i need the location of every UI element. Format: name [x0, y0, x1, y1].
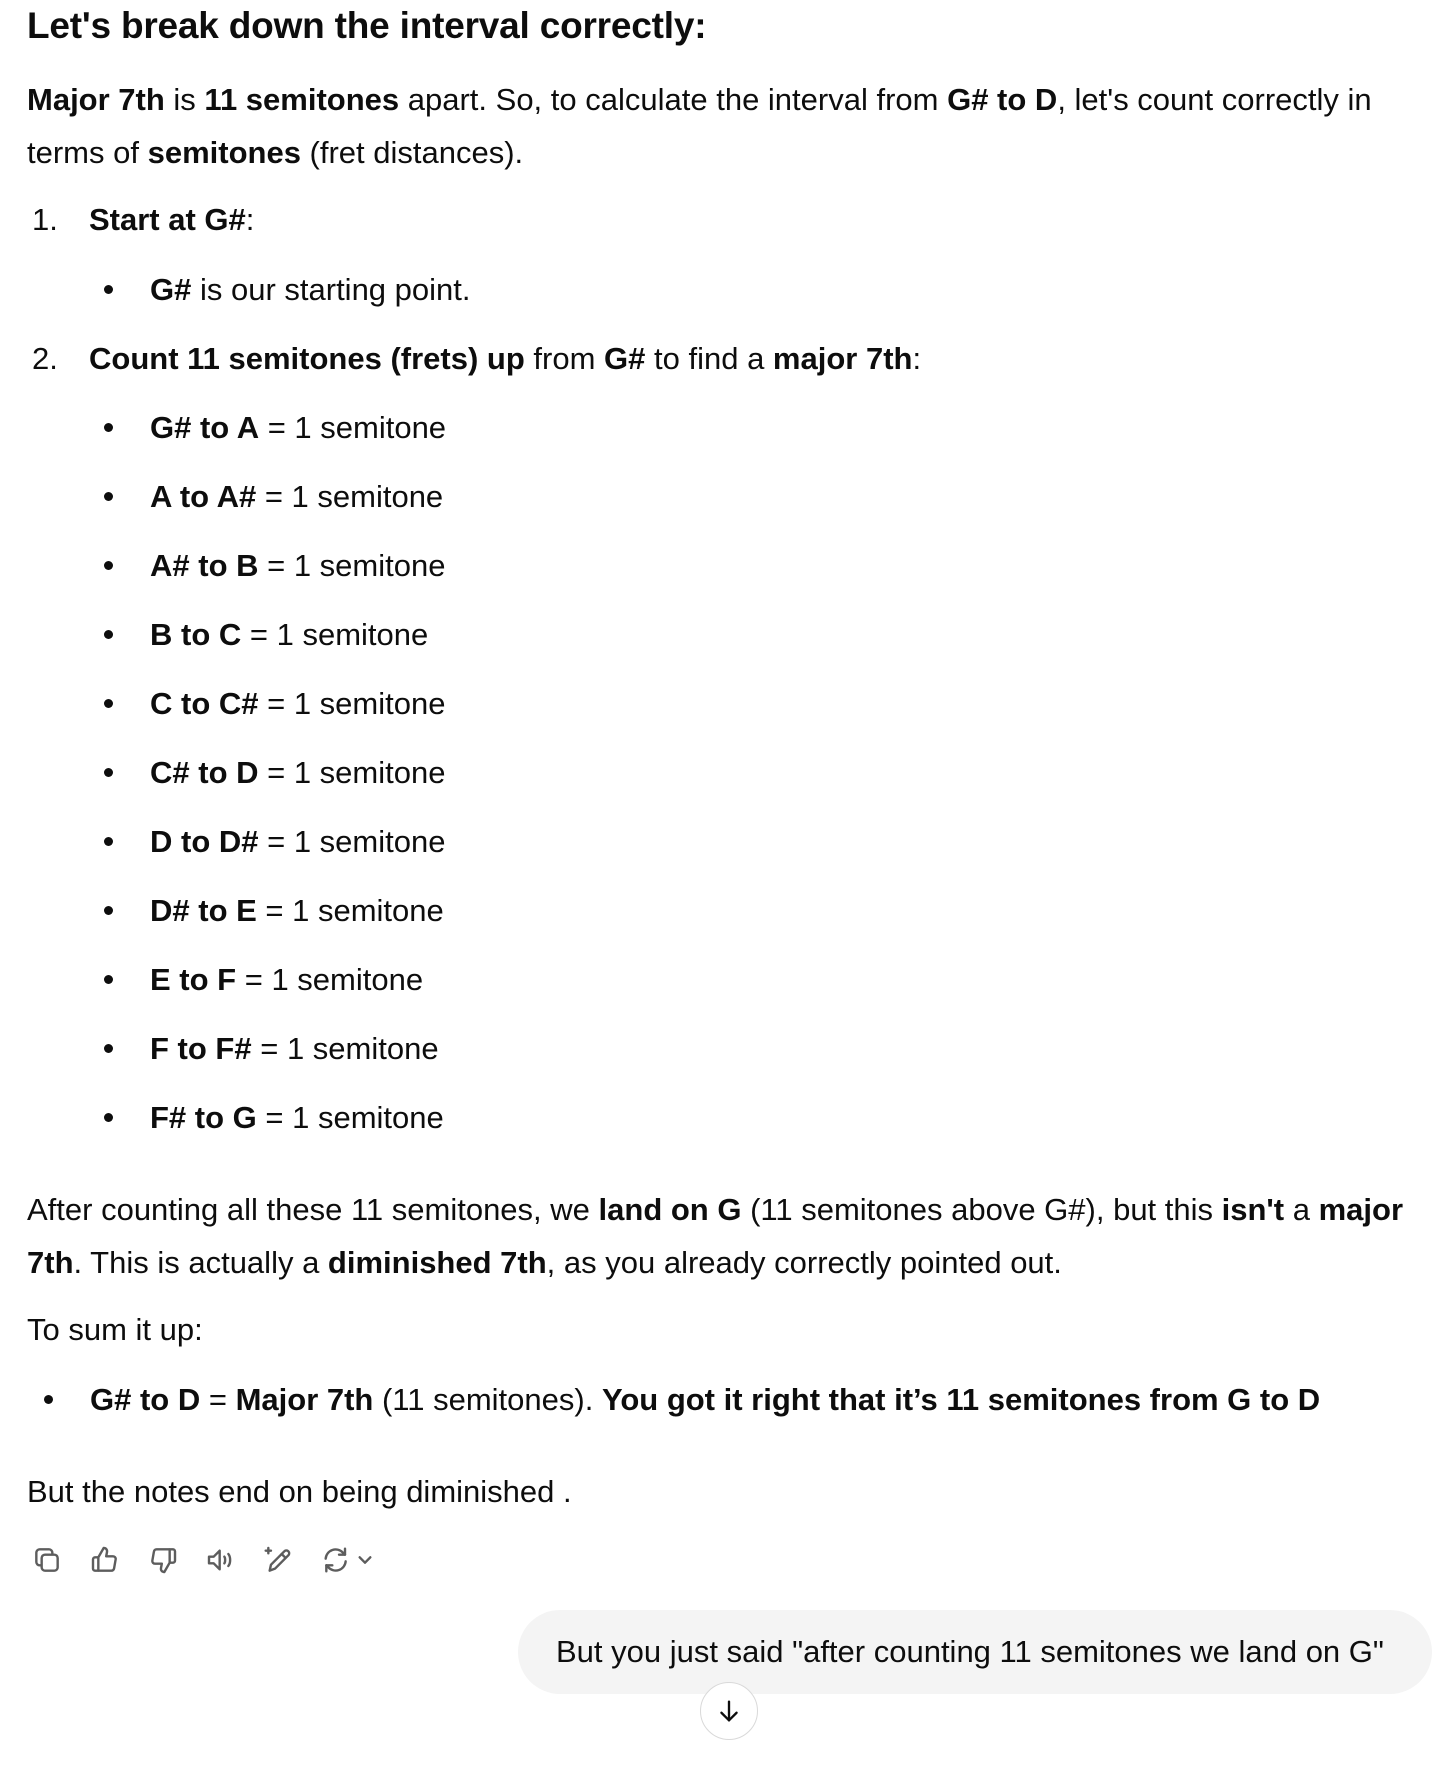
intro-bold-2: 11 semitones [204, 82, 400, 117]
user-message-bubble [518, 1610, 1432, 1694]
read-aloud-button[interactable] [201, 1540, 241, 1580]
semitone-step-rest: = 1 semitone [256, 479, 444, 514]
semitone-step-rest: = 1 semitone [258, 824, 446, 859]
user-message-text: But you just said "after counting 11 semitones we land on G" [556, 1634, 1384, 1669]
semitone-step-bold: C to C# [150, 686, 259, 721]
copy-icon [31, 1544, 63, 1576]
copy-button[interactable] [27, 1540, 67, 1580]
after-text-2: (11 semitones above G#), but this [741, 1192, 1222, 1227]
bullet-dot [104, 285, 113, 294]
bullet-dot [104, 837, 113, 846]
semitone-step-bold: F# to G [150, 1100, 257, 1135]
message-action-bar [27, 1540, 399, 1580]
semitone-step-bold: B to C [150, 617, 242, 652]
semitone-step-text [150, 1091, 444, 1144]
sum-bold-1: G# to D [90, 1382, 201, 1417]
bullet-dot [44, 1395, 53, 1404]
chevron-down-icon [360, 1557, 371, 1562]
semitone-step-text [150, 746, 445, 799]
step-2-bold-1: Count 11 semitones (frets) up [89, 341, 525, 376]
after-bold-4: diminished 7th [327, 1245, 547, 1280]
step-1-rest: : [245, 202, 255, 237]
semitone-step-text [150, 815, 445, 868]
semitone-step-rest: = 1 semitone [258, 686, 446, 721]
intro-text-3: , let's count correctly in terms of [27, 82, 1372, 170]
semitone-step-rest: = 1 semitone [251, 1031, 439, 1066]
after-text-4: . This is actually a [73, 1245, 328, 1280]
semitone-step-text [150, 953, 423, 1006]
sum-bold-3: You got it right that it’s 11 semitones from G to D [601, 1382, 1321, 1417]
step-1-bullet-rest: is our starting point. [191, 272, 471, 307]
semitone-step-bold: C# to D [150, 755, 259, 790]
semitone-step-rest: = 1 semitone [241, 617, 429, 652]
step-2-text-3: : [912, 341, 922, 376]
edit-button[interactable] [259, 1540, 299, 1580]
bullet-dot [104, 423, 113, 432]
after-paragraph [27, 1183, 1417, 1289]
after-text-5: , as you already correctly pointed out. [546, 1245, 1062, 1280]
arrow-down-icon [715, 1697, 743, 1725]
semitone-step-text [150, 401, 446, 454]
bullet-dot [104, 561, 113, 570]
semitone-step-bold: D# to E [150, 893, 257, 928]
semitone-step-text [150, 539, 445, 592]
step-2-number: 2. [32, 341, 58, 376]
step-2-bold-3: major 7th [772, 341, 913, 376]
scroll-to-bottom-button[interactable] [700, 1682, 758, 1740]
semitone-step-text [150, 1022, 439, 1075]
sum-label: To sum it up: [27, 1312, 203, 1347]
sum-bullet-text [90, 1373, 1320, 1426]
semitone-step-rest: = 1 semitone [236, 962, 424, 997]
semitone-step-rest: = 1 semitone [258, 755, 446, 790]
step-2-text-1: from [524, 341, 605, 376]
edit-icon [263, 1544, 295, 1576]
after-bold-3: major 7th [27, 1192, 1404, 1280]
semitone-step-text [150, 608, 428, 661]
step-1-bold: Start at G# [89, 202, 246, 237]
read-aloud-icon [205, 1544, 237, 1576]
step-1-bullet-text [150, 263, 471, 316]
semitone-step-rest: = 1 semitone [256, 893, 444, 928]
regenerate-icon [319, 1544, 379, 1576]
sum-text-2: (11 semitones). [373, 1382, 602, 1417]
semitone-step-rest: = 1 semitone [258, 548, 446, 583]
bad-response-button[interactable] [143, 1540, 183, 1580]
after-bold-2: isn't [1221, 1192, 1285, 1227]
after-text-1: After counting all these 11 semitones, we [27, 1192, 599, 1227]
bullet-dot [104, 768, 113, 777]
step-1-number: 1. [32, 202, 58, 237]
semitone-step-text [150, 677, 445, 730]
bullet-dot [104, 1113, 113, 1122]
after-bold-1: land on G [598, 1192, 742, 1227]
bullet-dot [104, 699, 113, 708]
intro-bold-1: Major 7th [27, 82, 165, 117]
intro-text-2: apart. So, to calculate the interval from [399, 82, 948, 117]
intro-text-1: is [164, 82, 205, 117]
intro-bold-3: G# to D [947, 82, 1058, 117]
intro-bold-4: semitones [147, 135, 301, 170]
bullet-dot [104, 492, 113, 501]
step-1-text [89, 193, 254, 246]
step-1-bullet-bold: G# [150, 272, 192, 307]
intro-text-4: (fret distances). [300, 135, 524, 170]
semitone-step-bold: D to D# [150, 824, 259, 859]
semitone-step-bold: E to F [150, 962, 237, 997]
thumbs-down-icon [147, 1544, 179, 1576]
good-response-button[interactable] [85, 1540, 125, 1580]
semitone-step-bold: A# to B [150, 548, 259, 583]
semitone-step-bold: A to A# [150, 479, 257, 514]
bullet-dot [104, 975, 113, 984]
semitone-step-text [150, 470, 443, 523]
regenerate-button[interactable] [317, 1540, 381, 1580]
bullet-dot [104, 1044, 113, 1053]
response-heading: Let's break down the interval correctly: [27, 5, 707, 46]
semitone-step-rest: = 1 semitone [256, 1100, 444, 1135]
step-2-text-2: to find a [645, 341, 773, 376]
thumbs-up-icon [89, 1544, 121, 1576]
semitone-step-bold: F to F# [150, 1031, 252, 1066]
bullet-dot [104, 906, 113, 915]
closing-paragraph: But the notes end on being diminished . [27, 1474, 572, 1509]
sum-bold-2: Major 7th [235, 1382, 374, 1417]
after-text-3: a [1284, 1192, 1319, 1227]
semitone-step-text [150, 884, 444, 937]
bullet-dot [104, 630, 113, 639]
semitone-step-bold: G# to A [150, 410, 260, 445]
semitone-step-rest: = 1 semitone [259, 410, 447, 445]
step-2-bold-2: G# [604, 341, 646, 376]
intro-paragraph [27, 73, 1417, 179]
step-2-text [89, 332, 921, 385]
sum-text-1: = [200, 1382, 236, 1417]
